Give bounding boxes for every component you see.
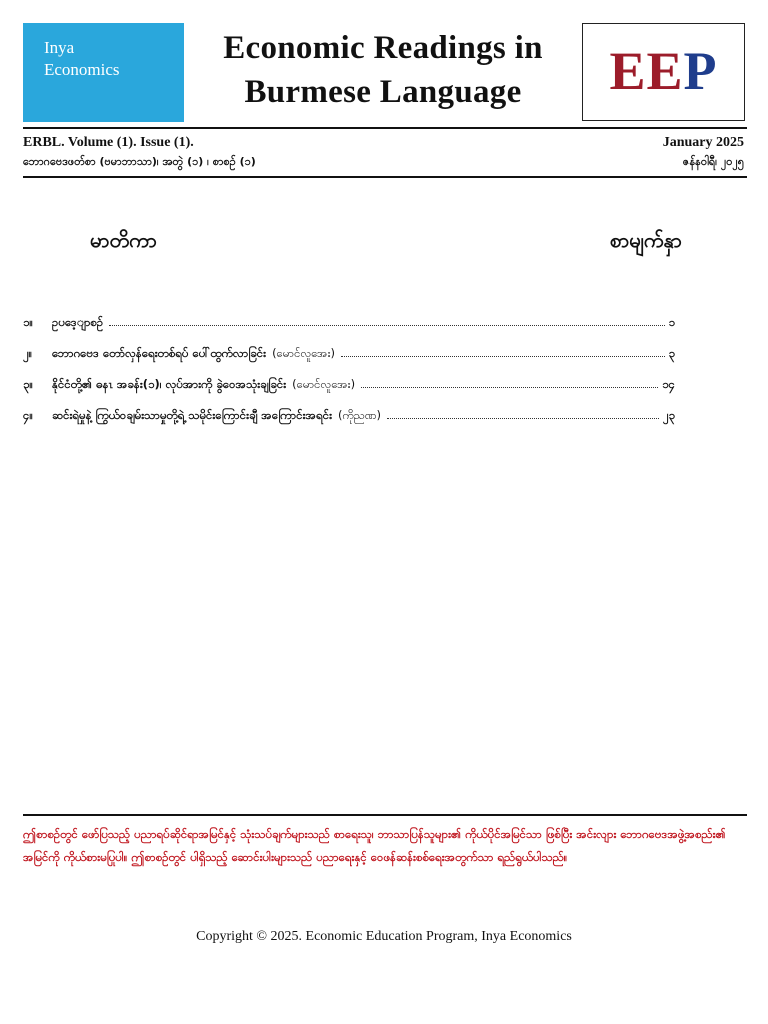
toc-title: ဘောဂဗေဒ တော်လှန်ရေးတစ်ရပ် ပေါ်ထွက်လာခြင်း xyxy=(52,346,267,360)
toc-author: (မောင်လူအေး) xyxy=(272,346,336,360)
toc-author: (မောင်လူအေး) xyxy=(292,377,356,391)
contents-heading: မာတိကာ xyxy=(90,228,157,252)
toc-author: (ကိုညဏ) xyxy=(338,408,381,422)
toc-number: ၁။ xyxy=(23,315,33,329)
journal-title xyxy=(196,26,570,114)
toc-entry[interactable] xyxy=(23,373,675,393)
toc-page: ၂၃ xyxy=(662,408,675,422)
title-line-2: Burmese Language xyxy=(244,74,522,110)
toc-title: ဆင်းရဲမှုနဲ့ ကြွယ်ဝချမ်းသာမှုတို့ရဲ့ သမိုင်းကြောင်းချီ အကြောင်းအရင်း xyxy=(52,408,333,422)
issue-info-burmese: ဘောဂဗေဒဖတ်စာ (ဗမာဘာသာ)၊ အတွဲ (၁) ၊ စာစဉ် (၁) xyxy=(23,155,256,168)
toc-leader xyxy=(361,387,658,388)
eep-letter-e2: E xyxy=(646,41,684,101)
toc-entry[interactable] xyxy=(23,404,675,424)
toc-page: ၃ xyxy=(668,346,675,360)
toc-number: ၃။ xyxy=(23,377,33,391)
issue-info: ERBL. Volume (1). Issue (1). xyxy=(23,135,194,150)
issue-date: January 2025 xyxy=(662,135,744,150)
logo-line-2: Economics xyxy=(44,60,120,79)
disclaimer-text: ဤစာစဉ်တွင် ဖော်ပြသည့် ပညာရပ်ဆိုင်ရာအမြင်နှင့် သုံးသပ်ချက်များသည် စာရေးသူ၊ ဘာသာပြန်သူများ၏ ကိုယ်ပိုင်အမြင်သာ ဖြစ်ပြီး အင်းလျား ဘောဂဗေဒအဖွဲ့အစည်း၏ အမြင်ကို ကိုယ်စားမပြုပါ။ ဤစာစဉ်တွင် ပါရှိသည့် ဆောင်းပါးများသည် ပညာရေးနှင့် ဝေဖန်ဆန်းစစ်ရေးအတွက်သာ ရည်ရွယ်ပါသည်။ xyxy=(23,827,726,864)
toc-entry[interactable] xyxy=(23,311,675,331)
toc-leader xyxy=(387,418,659,419)
eep-logo-text xyxy=(583,41,744,101)
toc-title: နိုင်ငံတို့၏ ဓနၤ အခန်း(၁)၊ လုပ်အားကို ခွဲဝေအသုံးချခြင်း xyxy=(52,377,287,391)
toc-number: ၄။ xyxy=(23,408,33,422)
toc-page: ၁ xyxy=(668,315,675,329)
eep-letter-e1: E xyxy=(609,41,647,101)
eep-letter-p: P xyxy=(683,41,718,101)
meta-divider xyxy=(23,176,747,178)
logo-line-1: Inya xyxy=(44,38,75,57)
copyright-notice: Copyright © 2025. Economic Education Program, Inya Economics xyxy=(196,929,572,944)
toc-entry[interactable] xyxy=(23,342,675,362)
header-divider xyxy=(23,127,747,129)
toc-number: ၂။ xyxy=(23,346,33,360)
footer-divider xyxy=(23,814,747,816)
issue-date-burmese: ဇန်နဝါရီ၊ ၂၀၂၅ xyxy=(682,155,744,168)
toc-leader xyxy=(109,325,664,326)
eep-logo xyxy=(582,23,745,121)
toc-leader xyxy=(341,356,665,357)
toc-title: ဥပဒေ့ျာစဉ် xyxy=(52,315,104,329)
toc-page: ၁၄ xyxy=(662,377,675,391)
page-heading: စာမျက်နှာ xyxy=(609,228,682,252)
title-line-1: Economic Readings in xyxy=(223,30,543,66)
inya-economics-logo xyxy=(23,23,184,122)
